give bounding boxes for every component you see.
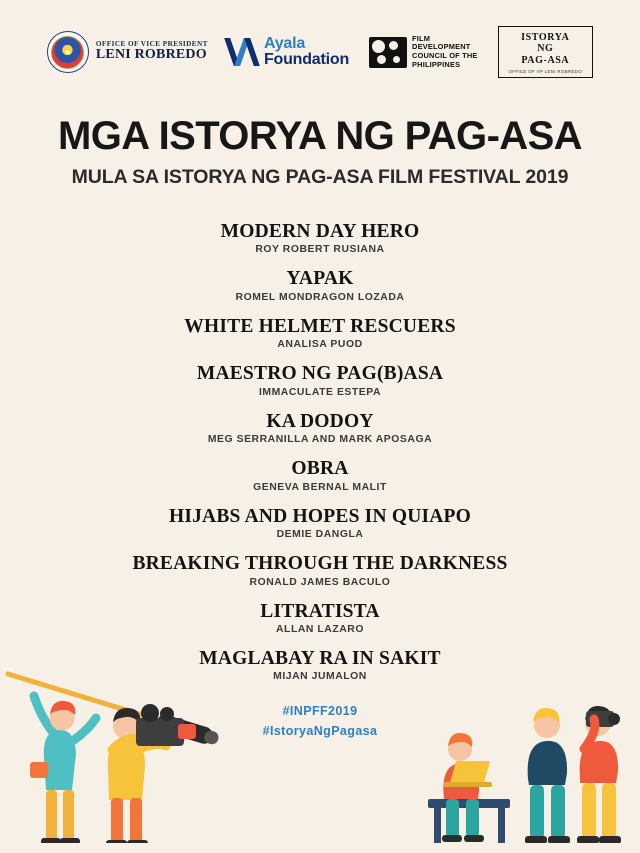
list-item <box>260 601 379 635</box>
list-item <box>197 363 443 397</box>
list-item <box>236 268 405 302</box>
page-title: MGA ISTORYA NG PAG-ASA <box>58 114 582 158</box>
film-title: MAESTRO NG PAG(B)ASA <box>196 363 444 385</box>
ayala-line2: Foundation <box>263 51 350 68</box>
istorya-line1: ISTORYA <box>521 32 570 44</box>
hashtag-secondary: #IstoryaNgPagasa <box>262 723 378 738</box>
illustration-crew-right <box>410 653 640 853</box>
philippine-seal-icon <box>47 31 89 73</box>
logo-office-of-vice-president <box>47 31 208 73</box>
film-filmmaker: MIJAN JUMALON <box>273 671 367 683</box>
film-filmmaker: ALLAN LAZARO <box>276 623 364 635</box>
film-title: LITRATISTA <box>260 600 380 622</box>
fdcp-line2: DEVELOPMENT <box>412 42 471 52</box>
list-item <box>132 553 507 587</box>
ayala-chevron-icon <box>228 38 258 66</box>
istorya-line2: NG <box>537 43 554 55</box>
film-filmmaker: ROY ROBERT RUSIANA <box>255 244 385 256</box>
fdcp-line4: PHILIPPINES <box>412 59 461 69</box>
film-title: HIJABS AND HOPES IN QUIAPO <box>168 505 472 527</box>
list-item <box>169 506 471 540</box>
film-filmmaker: MEG SERRANILLA AND MARK APOSAGA <box>207 434 433 446</box>
hashtag-block <box>0 702 640 741</box>
film-reel-icon <box>369 37 407 68</box>
logo-ayala-foundation <box>228 36 349 68</box>
film-title: MODERN DAY HERO <box>220 221 420 242</box>
film-filmmaker: ANALISA PUOD <box>277 339 363 351</box>
istorya-sublabel: OFFICE OF VP LENI ROBREDO <box>508 68 583 74</box>
ovp-line2: LENI ROBREDO <box>95 47 207 63</box>
page-subtitle: MULA SA ISTORYA NG PAG-ASA FILM FESTIVAL 2019 <box>71 166 569 188</box>
fdcp-line1: FILM <box>412 33 431 43</box>
list-item <box>221 221 420 255</box>
film-title: OBRA <box>291 458 349 480</box>
film-filmmaker: IMMACULATE ESTEPA <box>258 386 382 398</box>
film-title: BREAKING THROUGH THE DARKNESS <box>132 553 508 575</box>
film-list <box>0 221 640 682</box>
film-title: WHITE HELMET RESCUERS <box>184 315 456 337</box>
istorya-line3: PAG-ASA <box>521 54 570 66</box>
ayala-line1: Ayala <box>263 35 306 52</box>
film-filmmaker: RONALD JAMES BACULO <box>249 576 391 588</box>
bottom-margin <box>0 843 640 853</box>
list-item <box>184 316 456 350</box>
ovp-line1: OFFICE OF VICE PRESIDENT <box>95 39 208 48</box>
logo-film-development-council <box>369 35 477 69</box>
hashtag-primary: #INPFF2019 <box>282 704 358 719</box>
list-item <box>199 648 440 682</box>
film-title: MAGLABAY RA IN SAKIT <box>199 647 441 669</box>
fdcp-line3: COUNCIL OF THE <box>412 51 478 60</box>
film-filmmaker: GENEVA BERNAL MALIT <box>253 481 387 493</box>
film-filmmaker: ROMEL MONDRAGON LOZADA <box>235 291 405 303</box>
sponsor-logo-bar <box>0 0 640 78</box>
list-item <box>253 458 387 492</box>
film-title: YAPAK <box>286 268 354 290</box>
film-filmmaker: DEMIE DANGLA <box>276 529 364 541</box>
logo-istorya-ng-pag-asa <box>498 26 594 78</box>
list-item <box>208 411 432 445</box>
film-title: KA DODOY <box>266 410 374 432</box>
